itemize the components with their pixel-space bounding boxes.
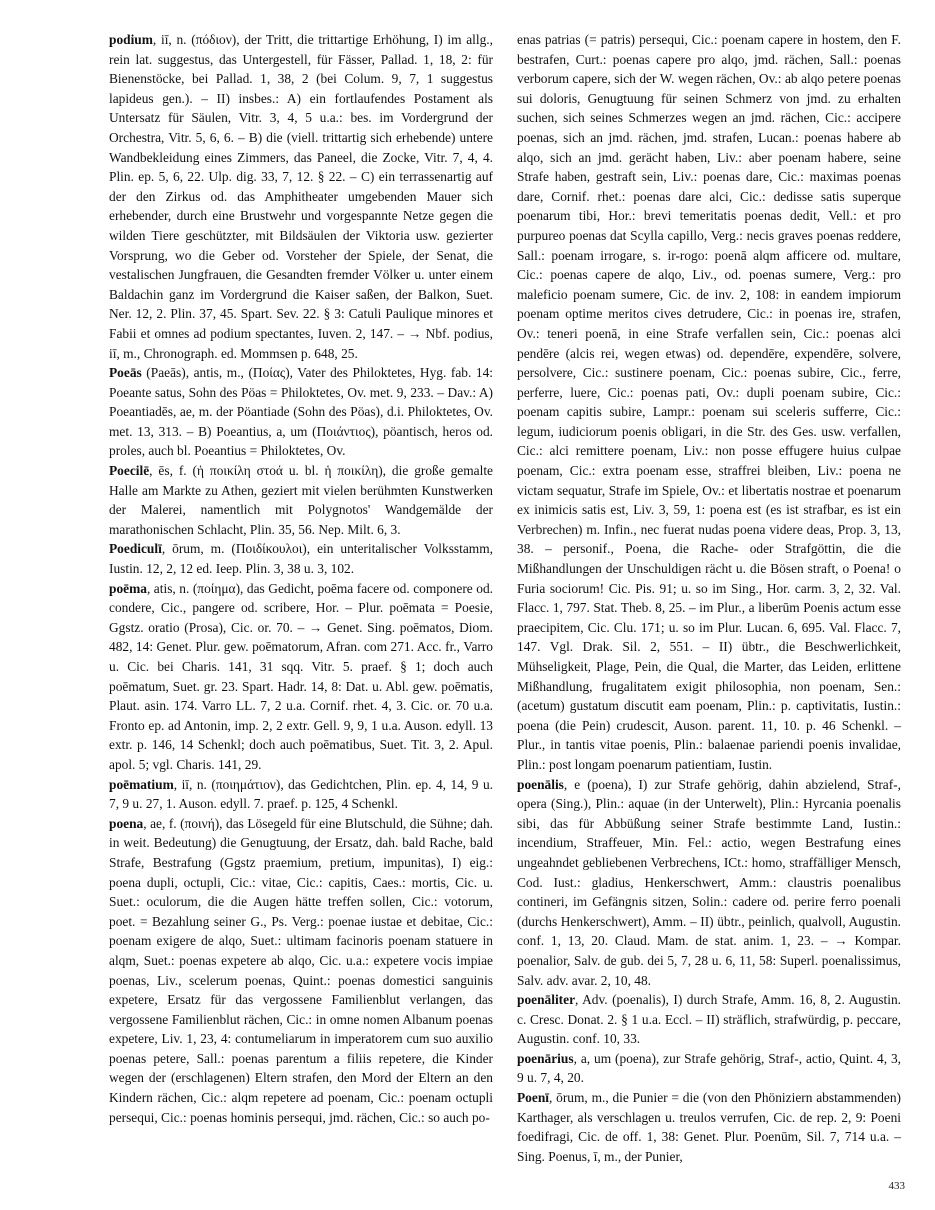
entry-headword: podium — [109, 32, 153, 47]
entry-headword: poenālis — [517, 776, 564, 792]
dictionary-entry — [109, 814, 493, 1128]
entry-text: , ēs, f. (ἡ ποικίλη στοά u. bl. ἡ ποικίλη), die große gemalte Halle am Markte zu Athen, geziert mit vielen berühmten Kunstwerken der Malerei, namentlich mit Polygnotos' Wandgemälde der marathonischen Schlacht, Plin. 35, 56. Nep. Milt. 6, 3. — [109, 463, 493, 537]
entry-text: , ōrum, m., die Punier = die (von den Phöniziern abstammenden) Karthager, als verschlagen u. treulos verrufen, Cic. de rep. 2, 9: Poeni foedifragi, Cic. de off. 1, 38: Genet. Plur. Poenūm, Sil. 7, 714 u.a. – Sing. Poenus, ī, m., der Punier, — [517, 1090, 901, 1164]
entry-headword: poena — [109, 815, 144, 831]
dictionary-entry — [517, 1049, 901, 1088]
dictionary-entry-continued — [517, 30, 901, 775]
dictionary-entry — [109, 30, 493, 363]
entry-text: , e (poena), I) zur Strafe gehörig, dahin abzielend, Straf-, opera (Sing.), Plin.: aquae (in der Unterwelt), Plin.: Hyrcania poenalis sibi, das für Abbüßung seiner Strafe bestimmte Land, Iustin.: incendium, Straffeuer, Min. Fel.: actio, wegen Bestrafung eines ungeahndet gebliebenen Verbrechens, ICt.: homo, straffälliger Mensch, Cod. Iust.: gladius, Henkerschwert, Amm.: claustris poenalibus contineri, im Gefängnis sitzen, Solin.: cadere od. perire ferro poenali (durchs Henkerschwert), Amm. – II) übtr., peinlich, qualvoll, Augustin. conf. 1, 13, 20. Claud. Mam. de stat. anim. 1, 23. – → Kompar. poenalior, Salv. de gub. dei 5, 7, 28 u. 6, 11, 58: Superl. poenalissimus, Salv. adv. avar. 2, 10, 48. — [517, 776, 901, 988]
entry-text: , ōrum, m. (Ποιδίκουλοι), ein unteritalischer Volksstamm, Iustin. 12, 2, 12 ed. Ieep. Plin. 3, 38 u. 3, 102. — [109, 541, 493, 577]
dictionary-entry — [109, 775, 493, 814]
entry-headword: Poenī — [517, 1090, 549, 1106]
entry-headword: poēma — [109, 580, 147, 596]
entry-text: (Paeās), antis, m., (Ποίας), Vater des Philoktetes, Hyg. fab. 14: Poeante satus, Sohn des Pöas = Philoktetes, Ov. met. 9, 233. – Dav.: A) Poeantiadēs, ae, m. der Pöantiade (Sohn des Pöas), d.i. Philoktetes, Ov. met. 13, 313. – B) Poeantius, a, um (Ποιάντιος), pöantisch, heros od. proles, auch bl. Poeantius = Philoktetes, Ov. — [109, 365, 493, 459]
dictionary-entry — [517, 1088, 901, 1166]
entry-text: , Adv. (poenalis), I) durch Strafe, Amm. 16, 8, 2. Augustin. c. Cresc. Donat. 2. § 1 u.a. Eccl. – II) sträflich, strafwürdig, p. peccare, Augustin. conf. 10, 33. — [517, 992, 901, 1047]
dictionary-entry — [517, 990, 901, 1049]
entry-text: , iī, n. (ποιημάτιον), das Gedichtchen, Plin. ep. 4, 14, 9 u. 7, 9 u. 27, 1. Auson. edyll. 7. praef. p. 125, 4 Schenkl. — [109, 776, 493, 812]
entry-headword: Poeās — [109, 365, 142, 381]
left-column — [109, 30, 493, 1127]
entry-text: , a, um (poena), zur Strafe gehörig, Straf-, actio, Quint. 4, 3, 9 u. 7, 4, 20. — [517, 1050, 901, 1086]
dictionary-entry — [517, 775, 901, 991]
right-column — [517, 30, 901, 1166]
entry-text: , ae, f. (ποινή), das Lösegeld für eine Blutschuld, die Sühne; dah. in weit. Bedeutung) die Genugtuung, der Ersatz, dah. bald Rache, bald Strafe, Bestrafung (Ggstz praemium, pretium, impunitas), I) eig.: poena dupli, octupli, Cic.: vitae, Cic.: capitis, Caes.: mortis, Cic. u. Suet.: oculorum, die die Augen hätte treffen sollen, Cic.: votorum, poet. = Bezahlung seiner G., Ps. Verg.: poenae iustae et debitae, Cic.: poenam exigere de alqo, Suet.: ultimam facinoris poenam statuere in alqm, Suet.: poenas expetere ab alqo, Cic. u.a.: expetere vocis impiae poenas, Liv., scelerum poenas, Quint.: poenas domestici sanguinis expetere, Ersatz für das vergossene Familienblut verlangen, das vergossene Familienblut rächen, Cic.: in omne nomen Albanum poenas expetere, Liv. 1, 23, 4: contumeliarum in imperatorem cum suo auxilio poenas petere, Sall.: poenas parentum a filiis repetere, die Kinder wegen der (erschlagenen) Eltern strafen, den Mord der Eltern an den Kindern rächen, Cic.: alqm repetere ad poenam, Cic.: poenam octupli persequi, Cic.: poenas hominis persequi, jmd. rächen, Cic.: so auch po- — [109, 815, 493, 1125]
entry-text: , atis, n. (ποίημα), das Gedicht, poēma facere od. componere od. condere, Cic., pangere od. scribere, Hor. – Plur. poēmata = Poesie, Ggstz. oratio (Prosa), Cic. or. 70. – → Genet. Sing. poēmatos, Diom. 482, 14: Genet. Plur. gew. poēmatorum, Afran. com 271. Acc. fr., Varro u. Cic. bei Charis. 141, 31 sqq. Vitr. 5. praef. § 1; doch auch poēmatum, Suet. gr. 23. Spart. Hadr. 14, 8: Dat. u. Abl. gew. poēmatis, Plaut. asin. 174. Varro LL. 7, 2 u.a. Cornif. rhet. 4, 3. Cic. or. 70 u.a. Fronto ep. ad Antonin, imp. 2, 2 extr. Gell. 9, 9, 1 u.a. Auson. edyll. 13 extr. p. 146, 14 Schenkl; doch auch poēmatibus, Suet. Tit. 3, 2. Apul. apol. 5; vgl. Charis. 141, 29. — [109, 580, 493, 772]
entry-text: , iī, n. (πόδιον), der Tritt, die trittartige Erhöhung, I) im allg., rein lat. suggestus, das Untergestell, für Fässer, Pallad. 1, 18, 2: für Bienenstöcke, bei Pallad. 1, 38, 2 (bei Colum. 9, 7, 1 suggestus lapideus gen.). – II) insbes.: A) ein fortlaufendes Postament als Untersatz für Säulen, Vitr. 3, 4, 5 u.a.: bes. im Vordergrund der Orchestra, Vitr. 5, 6, 6. – B) die (viell. trittartig sich erhebende) untere Wandbekleidung eines Zimmers, das Paneel, die Zocke, Vitr. 7, 4, 4. Plin. ep. 5, 6, 22. Ulp. dig. 33, 7, 12. § 22. – C) ein terrassenartig auf der den Zirkus od. das Amphitheater umgebenden Mauer sich erhebender, durch eine Brustwehr und vorgespannte Netze gegen die wilden Tiere geschützter, mit Bildsäulen der Viktoria usw. gezierter Vorsprung, wo die Geber od. Vorsteher der Spiele, der Senat, die vestalischen Jungfrauen, die Gesandten fremder Völker u. unter einem Baldachin ganz im Vordergrund die Kaiser saßen, der Balkon, Suet. Ner. 12, 2. Plin. 37, 45. Spart. Sev. 22. § 3: Catuli Paulique minores et Fabii et omnes ad podium spectantes, Iuven. 2, 147. – → Nbf. podius, iī, m., Chronograph. ed. Mommsen p. 648, 25. — [109, 32, 493, 361]
entry-headword: poenāliter — [517, 992, 576, 1008]
entry-headword: Poediculī — [109, 541, 162, 557]
entry-headword: Poecilē — [109, 463, 150, 479]
dictionary-entry — [109, 579, 493, 775]
entry-headword: poenārius — [517, 1050, 574, 1066]
dictionary-entry — [109, 363, 493, 461]
dictionary-entry — [109, 539, 493, 578]
dictionary-entry — [109, 461, 493, 539]
page-number: 433 — [888, 1180, 905, 1192]
entry-text: enas patrias (= patris) persequi, Cic.: poenam capere in hostem, den F. bestrafen, Curt.: poenas capere pro alqo, jmd. rächen, Sall.: poenas verborum capere, sich der W. wegen rächen, Ov.: ab alqo petere poenas sui doloris, Genugtuung für seinen Schmerz von jmd. zu erhalten suchen, sich seines Schmerzes wegen an jmd. rächen, Cic.: accipere poenas, sich an jmd. rächen, jmd. strafen, Lucan.: poenas habere ab alqo, sich an jmd. gerächt haben, Liv.: aber poenam habere, seine Strafe haben, gestraft sein, Liv.: poenas dare, Cic.: maximas poenas dare, Cornif. rhet.: poenas dare alci, Cic.: dedisse satis superque poenarum tibi, Hor.: brevi temeritatis poenas dedit, Vell.: et pro purpureo poenas dat Scylla capillo, Verg.: necis graves poenas reddere, Sall.: poenam irrogare, s. ir-rogo: poenā alqm afficere od. multare, Cic.: poenas capere de alqo, Liv., od. poenas sumere, Verg.: pro maleficio poenam sumere, Cic. de inv. 2, 108: in eandem impiorum poenam optime meritos cives detrudere, Cic.: in poenas ire, strafen, Ov.: teneri poenā, in eine Strafe verfallen sein, Cic.: poenas alci pendēre (alcis rei, wegen etwas) od. dependēre, expendēre, solvere, persolvere, Cic.: sustinere poenam, Cic.: poenas subire, Cic., ferre, perferre, luere, Cic.: poenas pati, Ov.: dupli poenam subire, Cic.: poenam capitis subire, Lampr.: poenam sui sceleris sufferre, Cic.: legum, iudiciorum poenis obligari, in die Str. des Ges. usw. verfallen, Cic.: alci remittere poenam, Liv.: non posse effugere huius culpae poenam, Cic.: extra poenam esse, straffrei bleiben, Liv.: poena ne victam sequatur, Strafe im Spiele, Ov.: et libertatis nostrae et poenarum ex inimicis satis est, Liv. 3, 59, 1: poena est (es ist strafbar, es ist ein Verbrechen) m. Infin., nec fuerat nudas poena videre deas, Prop. 3, 13, 38. – personif., Poena, die Rache- oder Strafgöttin, die die Mißhandlungen der Unschuldigen rächt u. die Bösen straft, o Poena! o Furia sociorum! Cic. Pis. 91; u. so im Sing., Hor. carm. 3, 2, 32. Val. Flacc. 1, 797. Stat. Theb. 8, 25. – im Plur., a liberūm Poenis actum esse praecipitem, Cic. Clu. 171; u. so im Plur. Lucan. 6, 695. Val. Flacc. 7, 147. Vgl. Drak. Sil. 2, 551. – II) übtr., die Beschwerlichkeit, Mühseligkeit, Plage, Pein, die Qual, die Marter, das Leiden, erlittene Mißhandlung, frugalitatem exigit philosophia, non poenam, Sen.: (acetum) gustatum discutit eam poenam, Plin.: p. captivitatis, Iustin.: poena (die Pein) crudescit, Auson. parent. 11, 10. p. 46 Schenkl. – Plur., in tantis vitae poenis, Plin.: balaenae pariendi poenis invalidae, Plin.: post longam poenarum patientiam, Iustin. — [517, 32, 901, 772]
entry-headword: poēmatium — [109, 776, 174, 792]
